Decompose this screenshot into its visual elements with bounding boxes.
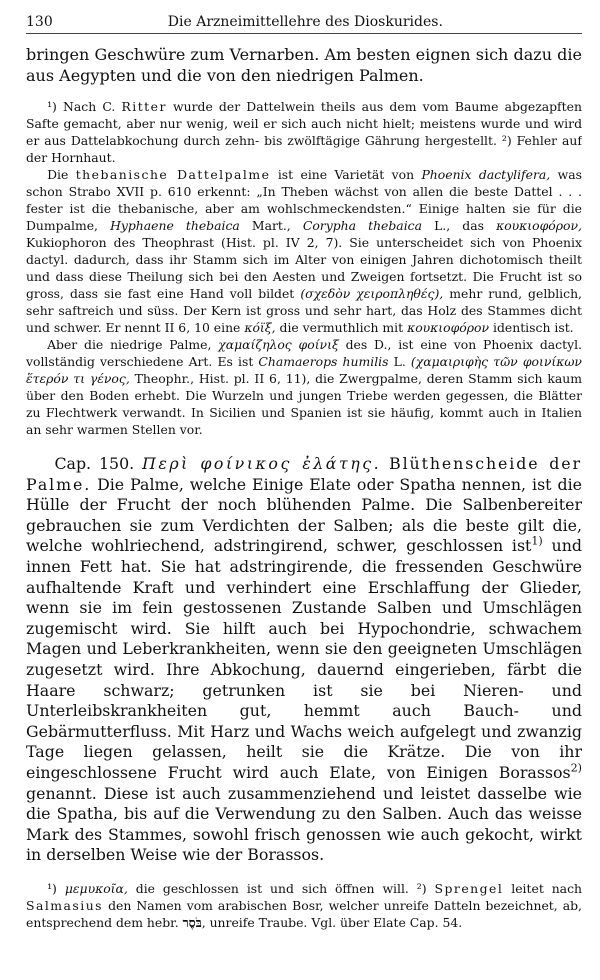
chapter-footnotes: [26, 880, 582, 931]
book-page: [26, 14, 582, 966]
running-header: [26, 14, 582, 34]
page-number: 130: [26, 14, 53, 30]
commentary-theban-date-palm: Die thebanische Dattelpalme ist eine Varietät von Phoenix dactylifera, was schon Strabo XVII p. 610 erkennt: „In Theben wächst von allen die beste Dattel . . . fester ist die thebanische, aber am wohlschmeckendsten.“ Einige halten sie für die Dumpalme, Hyphaene thebaica Mart., Corypha thebaica L., das κουκιοφόρον, Kukiophoron des Theophrast (Hist. pl. IV 2, 7). Sie unterscheidet sich von Phoenix dactyl. dadurch, dass ihr Stamm sich im Alter von einigen Jahren dichotomisch theilt und dass diese Theilung sich bei den Aesten und Zweigen fortsetzt. Die Frucht ist so gross, dass sie fast eine Hand voll bildet (σχεδὸν χειροπληθές), mehr rund, gelblich, sehr saftreich und süss. Der Kern ist gross und sehr hart, das Holz des Stammes dicht und schwer. Er nennt II 6, 10 eine κόϊξ, die vermuthlich mit κουκιοφόρον identisch ist.: [26, 167, 582, 335]
commentary-footnotes: ¹) Nach C. Ritter wurde der Dattelwein theils aus dem vom Baume abgezapften Safte gemacht, aber nur wenig, weil er sich auch nicht hielt; meistens wurde und wird er aus Dattelabkochung durch zehn- bis zwölftägige Gährung hergestellt. ²) Fehler auf der Hornhaut.: [26, 99, 582, 165]
footnote-ref-2: 2): [570, 761, 582, 775]
chapter-greek-title: Περὶ φοίνικος ἐλάτης.: [142, 454, 382, 473]
chapter-german-title: Blüthenscheide der Palme.: [26, 454, 582, 494]
term-theban-date-palm: thebanische Dattelpalme: [75, 167, 271, 182]
chapter-number: Cap. 150.: [54, 454, 135, 473]
lead-paragraph: bringen Geschwüre zum Vernarben. Am besten eignen sich dazu die aus Aegypten und die von den niedrigen Palmen.: [26, 45, 582, 85]
commentary-dwarf-palm: Aber die niedrige Palme, χαμαίζηλος φοίνιξ des D., ist eine von Phoenix dactyl. vollständig verschiedene Art. Es ist Chamaerops humilis L. (χαμαιριφὴς τῶν φοινίκων ἕτερόν τι γένος, Theophr., Hist. pl. II 6, 11), die Zwergpalme, deren Stamm sich kaum über den Boden erhebt. Die Wurzeln und jungen Triebe werden gegessen, die Blätter zu Flechtwerk verwandt. In Sicilien und Spanien ist sie häufig, kommt auch in Italien an sehr warmen Stellen vor.: [26, 337, 582, 437]
author-sprengel: Sprengel: [434, 880, 504, 896]
hebrew-word: בֹּסֶר: [182, 914, 202, 930]
author-ritter: Ritter: [121, 99, 167, 114]
chapter-150-text: Cap. 150. Περὶ φοίνικος ἐλάτης. Blüthenscheide der Palme. Die Palme, welche Einige Elate oder Spatha nennen, ist die Hülle der Frucht der noch blühenden Palme. Die Salbenbereiter gebrauchen sie zum Verdichten der Salben; als die beste gilt die, welche wohlriechend, adstringirend, schwer, geschlossen ist$^{1)}$ und innen Fett hat. Sie hat adstringirende, die fressenden Geschwüre aufhaltende Kraft und verhindert eine Erschlaffung der Glieder, wenn sie im fein gestossenen Zustande Salben und Umschlägen zugemischt wird. Sie hilft auch bei Hypochondrie, schwachem Magen und Leberkrankheiten, wenn sie den geeigneten Umschlägen zugesetzt wird. Ihre Abkochung, dauernd eingerieben, färbt die Haare schwarz; getrunken ist sie bei Nieren- und Unterleibskrankheiten gut, hemmt auch Bauch- und Gebärmutterfluss. Mit Harz und Wachs weich aufgelegt und zwanzig Tage liegen gelassen, heilt sie die Krätze. Die von ihr eingeschlossene Frucht wird auch Elate, von Einigen Borassos$^{2)}$ genannt. Diese ist auch zusammenziehend und leistet dasselbe wie die Spatha, bis auf die Verwendung zu den Salben. Auch das weisse Mark des Stammes, sowohl frisch genossen wie auch gekocht, wirkt in derselben Weise wie der Borassos.: [26, 454, 582, 865]
author-salmasius: Salmasius: [26, 897, 104, 913]
running-title: Die Arzneimittellehre des Dioskurides.: [167, 14, 443, 30]
footnotes-text: ¹) μεμυκοῖα, die geschlossen ist und sich öffnen will. ²) Sprengel leitet nach Salmasius den Namen vom arabischen Bosr, welcher unreife Datteln bezeichnet, ab, entsprechend dem hebr. בֹּסֶר, unreife Traube. Vgl. über Elate Cap. 54.: [26, 880, 582, 930]
footnote-ref-1: 1): [531, 535, 543, 549]
chapter-150: [26, 454, 582, 866]
commentary-notes: [26, 98, 582, 438]
